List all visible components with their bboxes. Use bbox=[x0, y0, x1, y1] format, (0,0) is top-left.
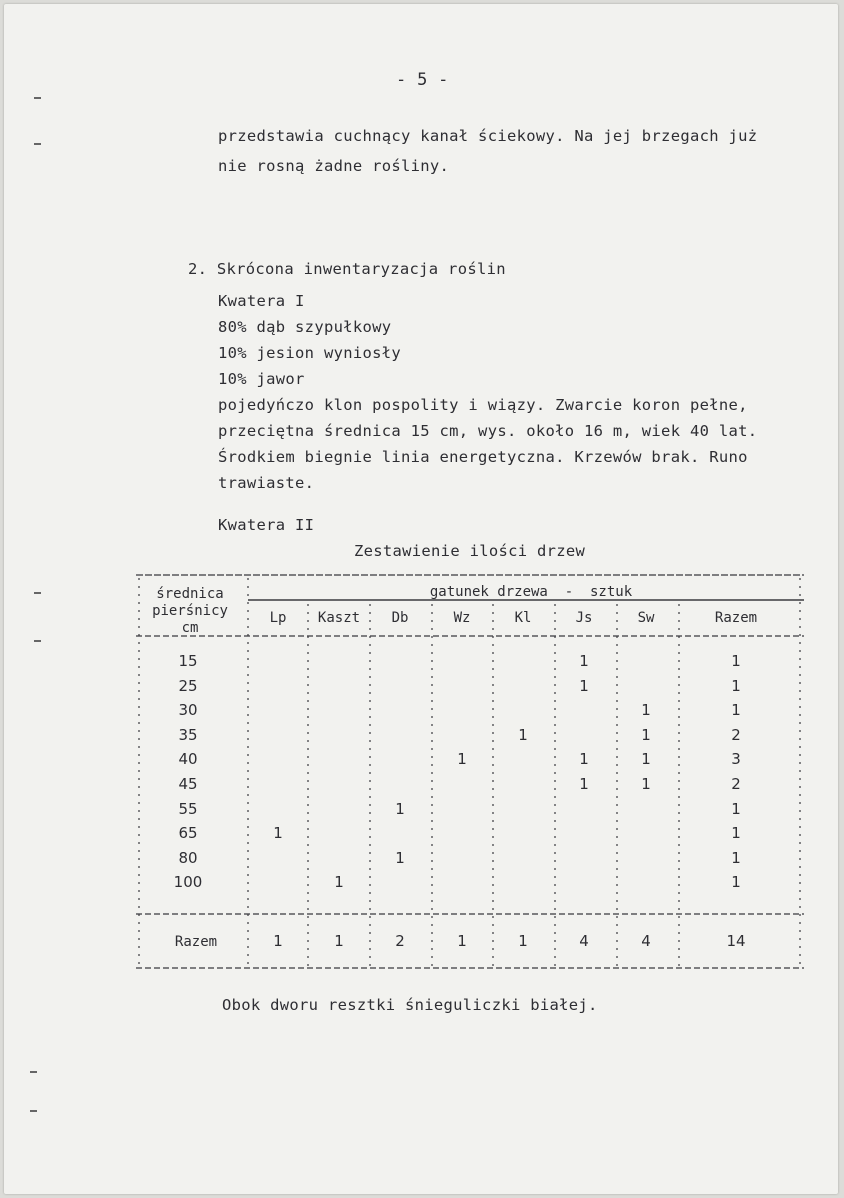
kwatera-1-line: przeciętna średnica 15 cm, wys. około 16 m, wiek 40 lat. bbox=[218, 422, 758, 440]
total-cell: 1 bbox=[334, 932, 344, 950]
diameter-cell: 100 bbox=[173, 873, 203, 892]
total-cell: 1 bbox=[518, 932, 528, 950]
kwatera-1-line: 10% jawor bbox=[218, 370, 305, 388]
column-header: Lp bbox=[269, 610, 287, 626]
diameter-cell: 35 bbox=[178, 725, 198, 744]
margin-mark bbox=[30, 1110, 37, 1112]
kwatera-1-line: Środkiem biegnie linia energetyczna. Krzewów brak. Runo bbox=[218, 448, 748, 466]
paragraph-line: nie rosną żadne rośliny. bbox=[218, 157, 450, 175]
count-cell: 1 bbox=[731, 824, 741, 843]
count-cell: 1 bbox=[641, 701, 651, 720]
count-cell: 1 bbox=[395, 799, 405, 818]
margin-mark bbox=[30, 1071, 37, 1073]
total-cell: 1 bbox=[457, 932, 467, 950]
margin-mark bbox=[34, 143, 41, 145]
table-caption: Zestawienie ilości drzew bbox=[354, 542, 586, 560]
kwatera-1-title: Kwatera I bbox=[218, 292, 305, 310]
count-cell: 1 bbox=[457, 750, 467, 769]
table-rules bbox=[136, 572, 804, 970]
kwatera-1-line: 10% jesion wyniosły bbox=[218, 344, 402, 362]
count-cell: 1 bbox=[579, 676, 589, 695]
total-cell: 14 bbox=[726, 932, 746, 950]
column-header: Kaszt bbox=[317, 610, 361, 626]
paragraph-line: przedstawia cuchnący kanał ściekowy. Na jej brzegach już bbox=[218, 127, 758, 145]
count-cell: 1 bbox=[641, 750, 651, 769]
diameter-cell: 80 bbox=[178, 848, 198, 867]
tree-count-table bbox=[136, 572, 804, 970]
count-cell: 1 bbox=[731, 652, 741, 670]
diameter-cell: 15 bbox=[178, 652, 198, 670]
diameter-cell: 30 bbox=[178, 701, 198, 720]
column-header: Sw bbox=[637, 610, 655, 626]
count-cell: 1 bbox=[731, 848, 741, 867]
count-cell: 1 bbox=[641, 725, 651, 744]
margin-mark bbox=[34, 97, 41, 99]
diameter-cell: 45 bbox=[178, 775, 198, 793]
diameter-cell: 55 bbox=[178, 799, 198, 818]
count-cell: 1 bbox=[273, 824, 283, 843]
total-cell: 2 bbox=[395, 932, 405, 950]
kwatera-2-title: Kwatera II bbox=[218, 516, 315, 534]
closing-line: Obok dworu resztki śnieguliczki białej. bbox=[222, 996, 598, 1014]
count-cell: 1 bbox=[579, 775, 589, 793]
count-cell: 2 bbox=[731, 775, 741, 793]
margin-mark bbox=[34, 640, 41, 642]
count-cell: 1 bbox=[579, 652, 589, 670]
count-cell: 1 bbox=[641, 775, 651, 793]
kwatera-1-line: pojedyńczo klon pospolity i wiązy. Zwarcie koron pełne, bbox=[218, 396, 748, 414]
count-cell: 3 bbox=[731, 750, 741, 769]
count-cell: 1 bbox=[731, 701, 741, 720]
count-cell: 1 bbox=[518, 725, 528, 744]
page-number: - 5 - bbox=[396, 70, 449, 90]
total-cell: 1 bbox=[273, 932, 283, 950]
column-header: Wz bbox=[453, 610, 471, 626]
count-cell: 1 bbox=[731, 676, 741, 695]
count-cell: 2 bbox=[731, 725, 741, 744]
count-cell: 1 bbox=[579, 750, 589, 769]
section-heading: 2. Skrócona inwentaryzacja roślin bbox=[188, 260, 506, 278]
count-cell: 1 bbox=[731, 873, 741, 892]
count-cell: 1 bbox=[334, 873, 344, 892]
row-header-label: średnica bbox=[156, 586, 224, 602]
kwatera-1-line: 80% dąb szypułkowy bbox=[218, 318, 392, 336]
diameter-cell: 25 bbox=[178, 676, 198, 695]
column-header: Razem bbox=[714, 610, 758, 626]
count-cell: 1 bbox=[395, 848, 405, 867]
total-label: Razem bbox=[174, 934, 218, 950]
column-header: Js bbox=[575, 610, 593, 626]
group-header: gatunek drzewa - sztuk bbox=[429, 584, 633, 600]
margin-mark bbox=[34, 592, 41, 594]
total-cell: 4 bbox=[579, 932, 589, 950]
column-header: Db bbox=[391, 610, 409, 626]
row-header-label: cm bbox=[181, 620, 199, 636]
row-header-label: pierśnicy bbox=[152, 603, 228, 619]
total-cell: 4 bbox=[641, 932, 651, 950]
diameter-cell: 65 bbox=[178, 824, 198, 843]
diameter-cell: 40 bbox=[178, 750, 198, 769]
count-cell: 1 bbox=[731, 799, 741, 818]
column-header: Kl bbox=[514, 610, 532, 626]
kwatera-1-line: trawiaste. bbox=[218, 474, 315, 492]
